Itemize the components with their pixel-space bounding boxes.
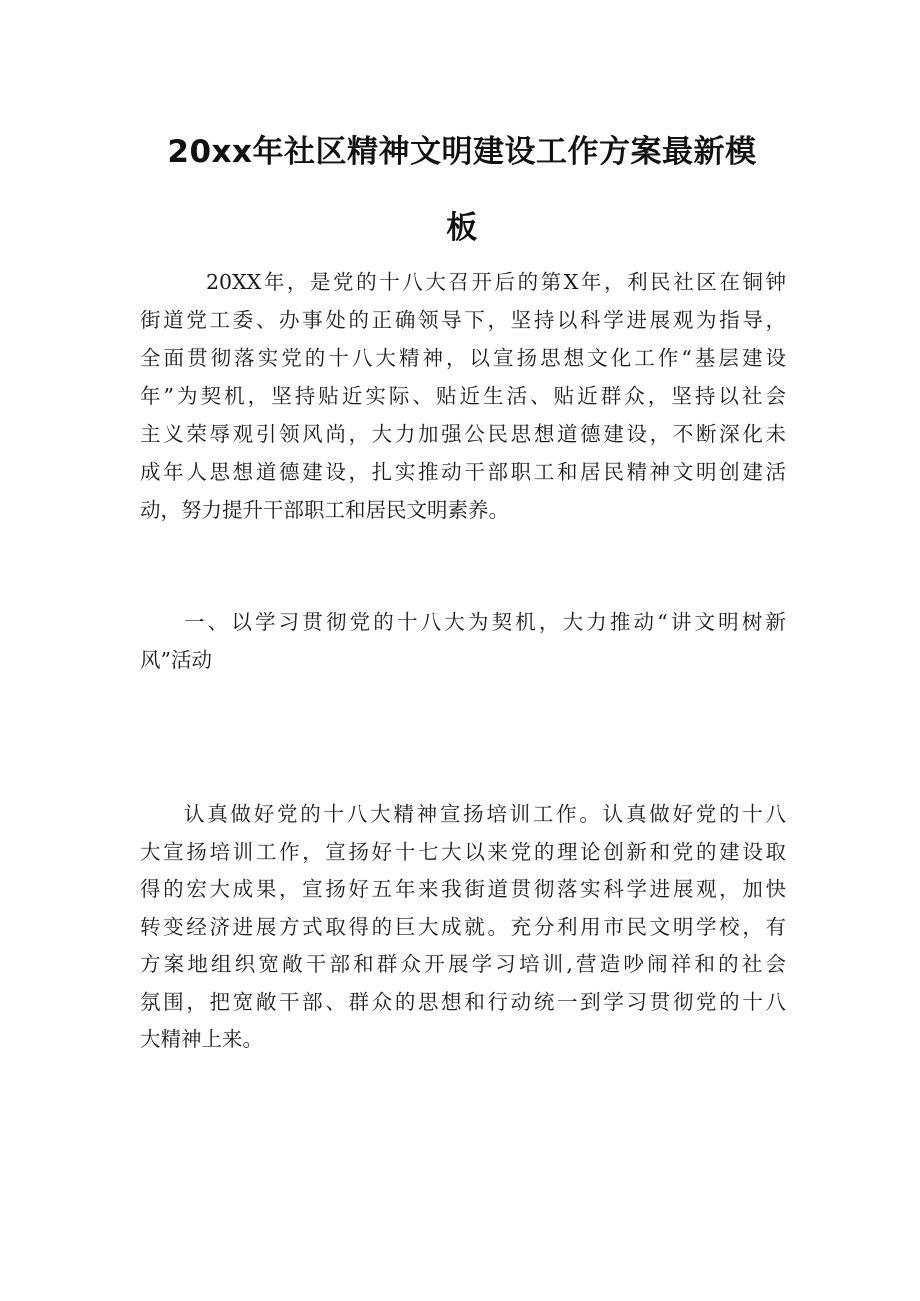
intro-paragraph [140,265,786,531]
section-1-body-line: 转变经济进展方式取得的巨大成就。充分利用市民文明学校，有 [140,914,786,939]
intro-line: 动，努力提升干部职工和居民文明素养。 [140,498,509,522]
intro-line: 年”为契机，坚持贴近实际、贴近生活、贴近群众，坚持以社会 [140,384,786,408]
intro-line: 全面贯彻落实党的十八大精神，以宣扬思想文化工作“基层建设 [140,346,786,370]
intro-line: 街道党工委、办事处的正确领导下，坚持以科学进展观为指导， [140,308,786,332]
document-title-line-2: 板 [446,210,478,246]
section-1-body-line: 大精神上来。 [140,1027,263,1051]
section-1-body-line: 得的宏大成果，宣扬好五年来我街道贯彻落实科学进展观，加快 [140,877,786,901]
section-1-body-paragraph [140,797,786,1060]
section-1-body-line: 认真做好党的十八大精神宣扬培训工作。认真做好党的十八 [184,802,786,826]
section-1-body-line: 大宣扬培训工作，宣扬好十七大以来党的理论创新和党的建设取 [140,839,786,864]
section-1-heading-line: 风”活动 [140,648,212,672]
section-1-heading-line: 一、以学习贯彻党的十八大为契机，大力推动“讲文明树新 [184,610,786,634]
intro-line: 20XX年，是党的十八大召开后的第X年，利民社区在铜钟 [206,270,786,294]
section-1-body-line: 方案地组织宽敞干部和群众开展学习培训,营造吵闹祥和的社会 [140,952,786,976]
intro-line: 成年人思想道德建设，扎实推动干部职工和居民精神文明创建活 [140,460,786,484]
intro-line: 主义荣辱观引领风尚，大力加强公民思想道德建设，不断深化未 [140,422,786,446]
section-1-heading [140,605,786,681]
section-1-body-line: 氛围，把宽敞干部、群众的思想和行动统一到学习贯彻党的十八 [140,989,786,1014]
document-title-line-1: 20xx年社区精神文明建设工作方案最新模 [167,134,757,170]
